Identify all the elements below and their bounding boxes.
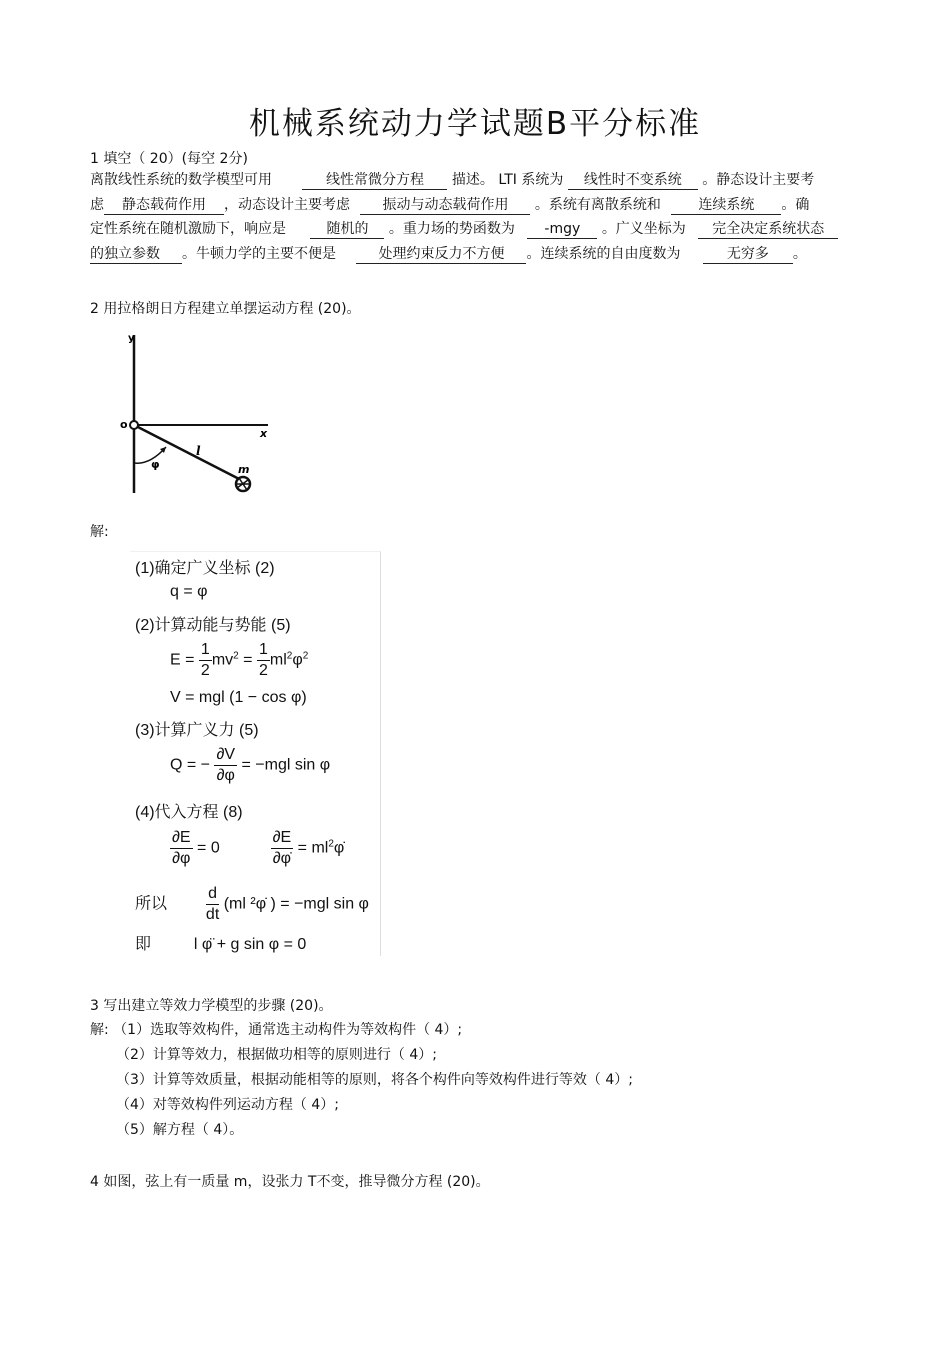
blank-7: -mgy (527, 220, 597, 239)
q3-heading: 3 写出建立等效力学模型的步骤 (20)。 (90, 998, 333, 1014)
q1-heading: 1 填空（ 20）(每空 2分) (90, 151, 248, 167)
blank-2: 线性时不变系统 (568, 171, 698, 190)
text: E = (170, 651, 195, 669)
text: ml (269, 651, 287, 669)
kinetic-energy-eq: E = $\frac{1}{2}$ $mv^2$ = $\frac{1}{2}$ $ml^2\varphi^2$ (170, 641, 309, 679)
text: 。确 (781, 196, 810, 213)
text: 。静态设计主要考 (702, 172, 815, 188)
solution-label: 解: (90, 524, 109, 540)
text: 。广义坐标为 (601, 221, 686, 237)
text: = −mgl sin φ (241, 756, 331, 774)
denominator: 2 (258, 662, 268, 679)
blank-5: 连续系统 (671, 196, 781, 215)
text: 所以 (135, 895, 168, 913)
step-4: (4)代入方程 (8) (135, 804, 243, 821)
label-x: x (260, 427, 268, 440)
numerator: ∂V (214, 745, 237, 766)
text: mv (211, 651, 234, 669)
text: 虑 (90, 196, 104, 213)
step-3: (3)计算广义力 (5) (135, 722, 259, 739)
text: 。重力场的势函数为 (388, 221, 515, 237)
text: = (243, 651, 253, 669)
blank-10: 无穷多 (703, 245, 793, 264)
text: 描述。 LTI 系统为 (451, 172, 564, 188)
partial-derivatives-eq: $\frac{\partial E}{\partial\varphi}$ = 0 $\frac{\partial E}{\partial\varphi̇}$ = $ml^2\varphi̇$ (172, 829, 345, 867)
denominator: ∂φ (172, 850, 191, 867)
solution-box (130, 551, 381, 956)
numerator: ∂E (271, 828, 294, 849)
page-title: 机械系统动力学试题B平分标准 (248, 106, 702, 142)
q3-step-1: 解: （1）选取等效构件，通常选主动构件为等效构件（ 4）; (90, 1022, 463, 1038)
text: 。系统有离散系统和 (534, 196, 661, 213)
fraction-d-dt (206, 884, 219, 925)
pendulum-figure (110, 325, 280, 500)
q1-paragraph (90, 168, 860, 266)
text: l φ̈ + g sin φ = 0 (193, 936, 307, 953)
blank-4: 振动与动态载荷作用 (360, 196, 530, 215)
fraction-de-dphidot (271, 828, 294, 869)
blank-1: 线性常微分方程 (302, 171, 447, 190)
text: φ (292, 651, 303, 669)
q3-step-4: （4）对等效构件列运动方程（ 4）; (116, 1097, 339, 1113)
fraction-dv-dphi (214, 745, 237, 786)
denominator: 2 (200, 662, 210, 679)
numerator: ∂E (170, 828, 193, 849)
step-2: (2)计算动能与势能 (5) (135, 617, 291, 634)
fraction-half (199, 640, 212, 681)
q4-heading: 4 如图，弦上有一质量 m，设张力 T不变，推导微分方程 (20)。 (90, 1174, 490, 1190)
numerator: 1 (257, 640, 270, 661)
blank-8-cont: 的独立参数 (90, 245, 182, 264)
numerator: 1 (199, 640, 212, 661)
blank-8: 完全决定系统状态 (698, 220, 838, 239)
blank-9: 处理约束反力不方便 (356, 245, 526, 264)
numerator: d (206, 884, 219, 905)
fraction-de-dphi (170, 828, 193, 869)
generalized-force-eq (170, 745, 330, 786)
q1-line-1 (90, 168, 860, 193)
q3-step-2: （2）计算等效力，根据做功相等的原则进行（ 4）; (116, 1047, 437, 1063)
text: (ml ²φ̇ ) = −mgl sin φ (223, 895, 369, 913)
text: = ml (297, 839, 329, 857)
blank-3: 静态载荷作用 (104, 196, 224, 215)
q1-line-2 (90, 193, 860, 218)
denominator: ∂φ̇ (272, 850, 292, 867)
text: 离散线性系统的数学模型可用 (90, 172, 272, 188)
fraction-half-2 (257, 640, 270, 681)
step-1: (1)确定广义坐标 (2) (135, 560, 275, 577)
q1-line-3 (90, 217, 860, 242)
label-m: m (238, 463, 250, 476)
step-1-eq: q = φ (170, 583, 208, 600)
pivot (130, 421, 138, 429)
q1-line-4 (90, 242, 860, 267)
text: Q = − (170, 756, 211, 774)
therefore-eq (135, 884, 369, 925)
denominator: ∂φ (216, 767, 235, 784)
text: 即 (135, 936, 152, 953)
q2-heading: 2 用拉格朗日方程建立单摆运动方程 (20)。 (90, 301, 361, 317)
label-o: o (120, 418, 128, 431)
text: 定性系统在随机激励下，响应是 (90, 221, 286, 237)
potential-energy-eq: V = mgl (1 − cos φ) (170, 689, 307, 706)
blank-6: 随机的 (310, 220, 384, 239)
label-l: l (196, 444, 201, 458)
q3-step-5: （5）解方程（ 4）。 (116, 1122, 244, 1138)
q3-step-3: （3）计算等效质量，根据动能相等的原则，将各个构件向等效构件进行等效（ 4）; (116, 1072, 633, 1088)
final-eq (135, 931, 306, 954)
text: 。连续系统的自由度数为 (526, 245, 681, 262)
text: ，动态设计主要考虑 (224, 196, 350, 213)
text: 。牛顿力学的主要不便是 (182, 245, 336, 262)
label-phi: φ (151, 458, 160, 471)
label-y: y (128, 333, 135, 344)
text: 。 (792, 245, 807, 262)
text: = 0 (197, 839, 220, 857)
pendulum-rod (134, 425, 243, 481)
denominator: dt (205, 906, 220, 923)
